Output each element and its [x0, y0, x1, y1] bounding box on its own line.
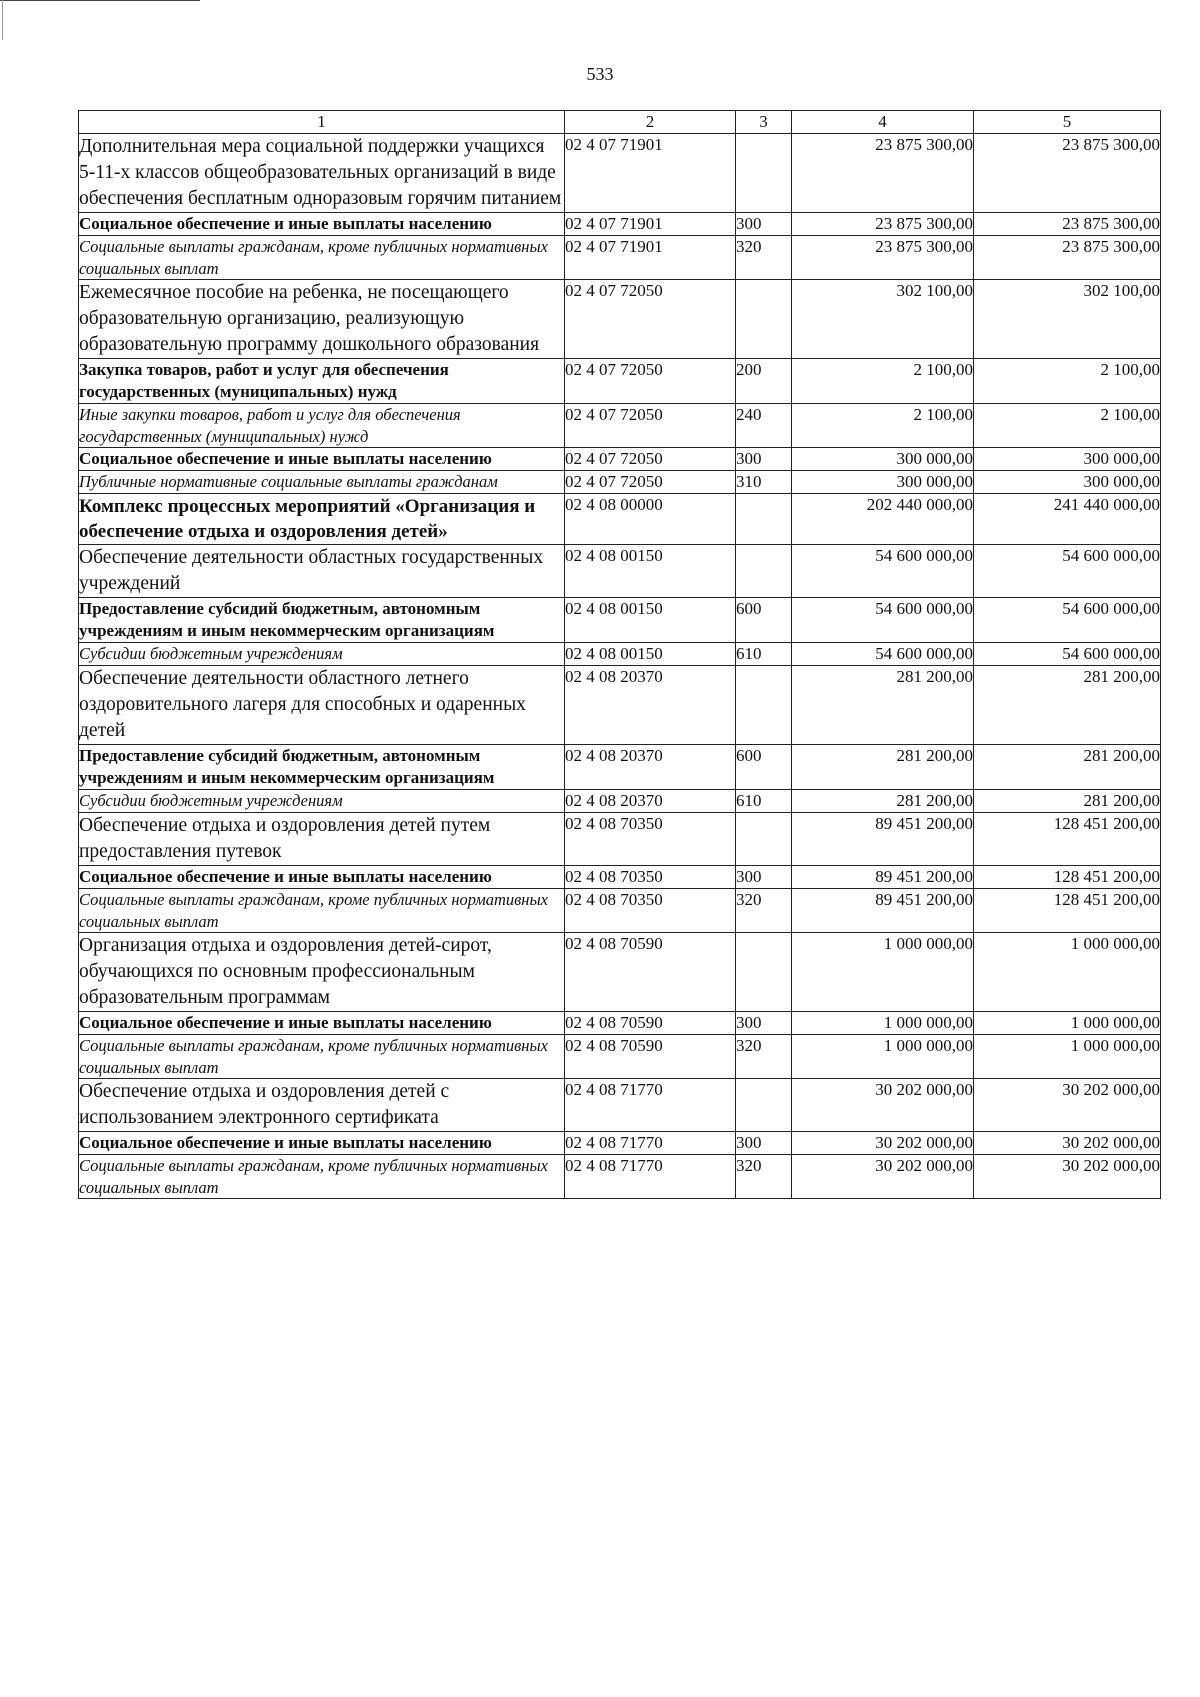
row-amount-col5-cell: 300 000,00 [974, 471, 1161, 494]
table-row [79, 213, 1161, 236]
column-header-5: 5 [974, 111, 1161, 134]
row-name-cell: Социальное обеспечение и иные выплаты населению [79, 1132, 565, 1155]
table-row [79, 866, 1161, 889]
row-name-cell: Субсидии бюджетным учреждениям [79, 643, 565, 666]
row-code-cell: 02 4 07 72050 [565, 280, 736, 359]
table-row [79, 1035, 1161, 1079]
row-amount-col5-cell: 241 440 000,00 [974, 494, 1161, 545]
row-amount-col5-cell: 128 451 200,00 [974, 866, 1161, 889]
row-amount-col5-cell: 30 202 000,00 [974, 1132, 1161, 1155]
row-name-cell: Дополнительная мера социальной поддержки учащихся 5-11-х классов общеобразовательных организаций в виде обеспечения бесплатным одноразовым горячим питанием [79, 134, 565, 213]
row-amount-col4-cell: 30 202 000,00 [792, 1132, 974, 1155]
row-code-cell: 02 4 08 00150 [565, 545, 736, 598]
row-expense-kind-cell: 320 [736, 236, 792, 280]
table-row [79, 448, 1161, 471]
row-amount-col5-cell: 2 100,00 [974, 359, 1161, 404]
row-code-cell: 02 4 08 20370 [565, 745, 736, 790]
row-expense-kind-cell [736, 1079, 792, 1132]
row-amount-col4-cell: 2 100,00 [792, 404, 974, 448]
table-row [79, 933, 1161, 1012]
column-number-row [79, 111, 1161, 134]
row-name-cell: Организация отдыха и оздоровления детей-сирот, обучающихся по основным профессиональным образовательным программам [79, 933, 565, 1012]
row-expense-kind-cell: 610 [736, 643, 792, 666]
row-code-cell: 02 4 08 70350 [565, 866, 736, 889]
row-name-cell: Обеспечение деятельности областного летнего оздоровительного лагеря для способных и одаренных детей [79, 666, 565, 745]
row-amount-col5-cell: 30 202 000,00 [974, 1155, 1161, 1199]
row-name-cell: Иные закупки товаров, работ и услуг для обеспечения государственных (муниципальных) нужд [79, 404, 565, 448]
row-expense-kind-cell: 300 [736, 1012, 792, 1035]
row-amount-col5-cell: 54 600 000,00 [974, 643, 1161, 666]
row-name-cell: Закупка товаров, работ и услуг для обеспечения государственных (муниципальных) нужд [79, 359, 565, 404]
table-row [79, 745, 1161, 790]
row-amount-col4-cell: 281 200,00 [792, 790, 974, 813]
row-expense-kind-cell [736, 545, 792, 598]
table-row [79, 494, 1161, 545]
row-amount-col5-cell: 54 600 000,00 [974, 598, 1161, 643]
row-amount-col4-cell: 2 100,00 [792, 359, 974, 404]
row-code-cell: 02 4 07 71901 [565, 236, 736, 280]
table-row [79, 666, 1161, 745]
row-name-cell: Комплекс процессных мероприятий «Организация и обеспечение отдыха и оздоровления детей» [79, 494, 565, 545]
row-amount-col4-cell: 89 451 200,00 [792, 813, 974, 866]
scan-edge-mark [2, 0, 3, 40]
row-expense-kind-cell: 200 [736, 359, 792, 404]
row-expense-kind-cell [736, 494, 792, 545]
table-row [79, 813, 1161, 866]
row-code-cell: 02 4 08 00150 [565, 643, 736, 666]
table-row [79, 359, 1161, 404]
row-code-cell: 02 4 07 72050 [565, 359, 736, 404]
row-code-cell: 02 4 07 71901 [565, 213, 736, 236]
row-code-cell: 02 4 08 70590 [565, 1035, 736, 1079]
row-code-cell: 02 4 08 71770 [565, 1079, 736, 1132]
table-row [79, 545, 1161, 598]
row-expense-kind-cell: 310 [736, 471, 792, 494]
row-name-cell: Субсидии бюджетным учреждениям [79, 790, 565, 813]
table-row [79, 236, 1161, 280]
row-amount-col4-cell: 281 200,00 [792, 666, 974, 745]
scan-edge-line [0, 0, 200, 1]
row-code-cell: 02 4 07 72050 [565, 404, 736, 448]
row-amount-col4-cell: 54 600 000,00 [792, 598, 974, 643]
row-code-cell: 02 4 08 71770 [565, 1155, 736, 1199]
row-expense-kind-cell: 300 [736, 213, 792, 236]
row-amount-col5-cell: 302 100,00 [974, 280, 1161, 359]
row-code-cell: 02 4 08 70350 [565, 813, 736, 866]
row-amount-col5-cell: 54 600 000,00 [974, 545, 1161, 598]
table-row [79, 404, 1161, 448]
table-row [79, 471, 1161, 494]
row-name-cell: Предоставление субсидий бюджетным, автономным учреждениям и иным некоммерческим организациям [79, 745, 565, 790]
row-amount-col4-cell: 202 440 000,00 [792, 494, 974, 545]
row-amount-col4-cell: 23 875 300,00 [792, 213, 974, 236]
row-name-cell: Социальное обеспечение и иные выплаты населению [79, 448, 565, 471]
row-expense-kind-cell [736, 280, 792, 359]
row-code-cell: 02 4 08 20370 [565, 666, 736, 745]
row-code-cell: 02 4 07 71901 [565, 134, 736, 213]
row-name-cell: Обеспечение отдыха и оздоровления детей путем предоставления путевок [79, 813, 565, 866]
row-code-cell: 02 4 08 00000 [565, 494, 736, 545]
table-row [79, 1012, 1161, 1035]
row-expense-kind-cell: 240 [736, 404, 792, 448]
row-amount-col4-cell: 300 000,00 [792, 471, 974, 494]
row-expense-kind-cell: 300 [736, 866, 792, 889]
table-row [79, 134, 1161, 213]
table-row [79, 1079, 1161, 1132]
row-amount-col4-cell: 54 600 000,00 [792, 643, 974, 666]
row-expense-kind-cell: 320 [736, 889, 792, 933]
row-amount-col5-cell: 2 100,00 [974, 404, 1161, 448]
row-amount-col5-cell: 23 875 300,00 [974, 134, 1161, 213]
row-amount-col5-cell: 281 200,00 [974, 790, 1161, 813]
row-amount-col5-cell: 23 875 300,00 [974, 213, 1161, 236]
table-row [79, 280, 1161, 359]
row-expense-kind-cell: 610 [736, 790, 792, 813]
column-header-2: 2 [565, 111, 736, 134]
table-row [79, 598, 1161, 643]
budget-table [78, 110, 1161, 1199]
row-amount-col4-cell: 1 000 000,00 [792, 933, 974, 1012]
table-row [79, 643, 1161, 666]
row-amount-col5-cell: 128 451 200,00 [974, 813, 1161, 866]
row-code-cell: 02 4 08 70590 [565, 1012, 736, 1035]
row-expense-kind-cell: 600 [736, 598, 792, 643]
row-code-cell: 02 4 07 72050 [565, 448, 736, 471]
row-name-cell: Социальные выплаты гражданам, кроме публичных нормативных социальных выплат [79, 1035, 565, 1079]
column-header-4: 4 [792, 111, 974, 134]
row-code-cell: 02 4 08 71770 [565, 1132, 736, 1155]
row-name-cell: Предоставление субсидий бюджетным, автономным учреждениям и иным некоммерческим организациям [79, 598, 565, 643]
row-amount-col5-cell: 300 000,00 [974, 448, 1161, 471]
row-name-cell: Публичные нормативные социальные выплаты гражданам [79, 471, 565, 494]
row-expense-kind-cell: 320 [736, 1035, 792, 1079]
row-amount-col4-cell: 302 100,00 [792, 280, 974, 359]
row-amount-col4-cell: 23 875 300,00 [792, 236, 974, 280]
row-name-cell: Обеспечение отдыха и оздоровления детей с использованием электронного сертификата [79, 1079, 565, 1132]
row-code-cell: 02 4 08 00150 [565, 598, 736, 643]
row-name-cell: Социальное обеспечение и иные выплаты населению [79, 1012, 565, 1035]
row-code-cell: 02 4 07 72050 [565, 471, 736, 494]
row-expense-kind-cell: 320 [736, 1155, 792, 1199]
table-row [79, 1155, 1161, 1199]
page-number: 533 [586, 64, 614, 84]
row-code-cell: 02 4 08 20370 [565, 790, 736, 813]
row-amount-col4-cell: 89 451 200,00 [792, 889, 974, 933]
row-amount-col4-cell: 23 875 300,00 [792, 134, 974, 213]
column-header-1: 1 [79, 111, 565, 134]
row-name-cell: Обеспечение деятельности областных государственных учреждений [79, 545, 565, 598]
row-code-cell: 02 4 08 70590 [565, 933, 736, 1012]
row-name-cell: Социальные выплаты гражданам, кроме публичных нормативных социальных выплат [79, 236, 565, 280]
row-amount-col4-cell: 300 000,00 [792, 448, 974, 471]
row-amount-col4-cell: 281 200,00 [792, 745, 974, 790]
row-amount-col4-cell: 30 202 000,00 [792, 1079, 974, 1132]
row-expense-kind-cell [736, 134, 792, 213]
row-expense-kind-cell [736, 666, 792, 745]
row-code-cell: 02 4 08 70350 [565, 889, 736, 933]
table-row [79, 790, 1161, 813]
row-expense-kind-cell: 300 [736, 448, 792, 471]
row-amount-col5-cell: 128 451 200,00 [974, 889, 1161, 933]
row-amount-col5-cell: 281 200,00 [974, 666, 1161, 745]
row-name-cell: Социальные выплаты гражданам, кроме публичных нормативных социальных выплат [79, 889, 565, 933]
column-header-3: 3 [736, 111, 792, 134]
row-amount-col4-cell: 89 451 200,00 [792, 866, 974, 889]
row-amount-col5-cell: 1 000 000,00 [974, 1035, 1161, 1079]
row-amount-col5-cell: 30 202 000,00 [974, 1079, 1161, 1132]
row-expense-kind-cell: 600 [736, 745, 792, 790]
row-amount-col5-cell: 1 000 000,00 [974, 1012, 1161, 1035]
row-name-cell: Социальные выплаты гражданам, кроме публичных нормативных социальных выплат [79, 1155, 565, 1199]
table-row [79, 1132, 1161, 1155]
row-amount-col5-cell: 23 875 300,00 [974, 236, 1161, 280]
row-expense-kind-cell [736, 813, 792, 866]
row-amount-col5-cell: 1 000 000,00 [974, 933, 1161, 1012]
table-body [79, 134, 1161, 1199]
row-amount-col4-cell: 54 600 000,00 [792, 545, 974, 598]
row-amount-col4-cell: 1 000 000,00 [792, 1035, 974, 1079]
row-amount-col4-cell: 30 202 000,00 [792, 1155, 974, 1199]
row-amount-col5-cell: 281 200,00 [974, 745, 1161, 790]
row-name-cell: Социальное обеспечение и иные выплаты населению [79, 866, 565, 889]
row-expense-kind-cell: 300 [736, 1132, 792, 1155]
row-name-cell: Ежемесячное пособие на ребенка, не посещающего образовательную организацию, реализующую образовательную программу дошкольного образования [79, 280, 565, 359]
row-amount-col4-cell: 1 000 000,00 [792, 1012, 974, 1035]
row-name-cell: Социальное обеспечение и иные выплаты населению [79, 213, 565, 236]
row-expense-kind-cell [736, 933, 792, 1012]
table-row [79, 889, 1161, 933]
